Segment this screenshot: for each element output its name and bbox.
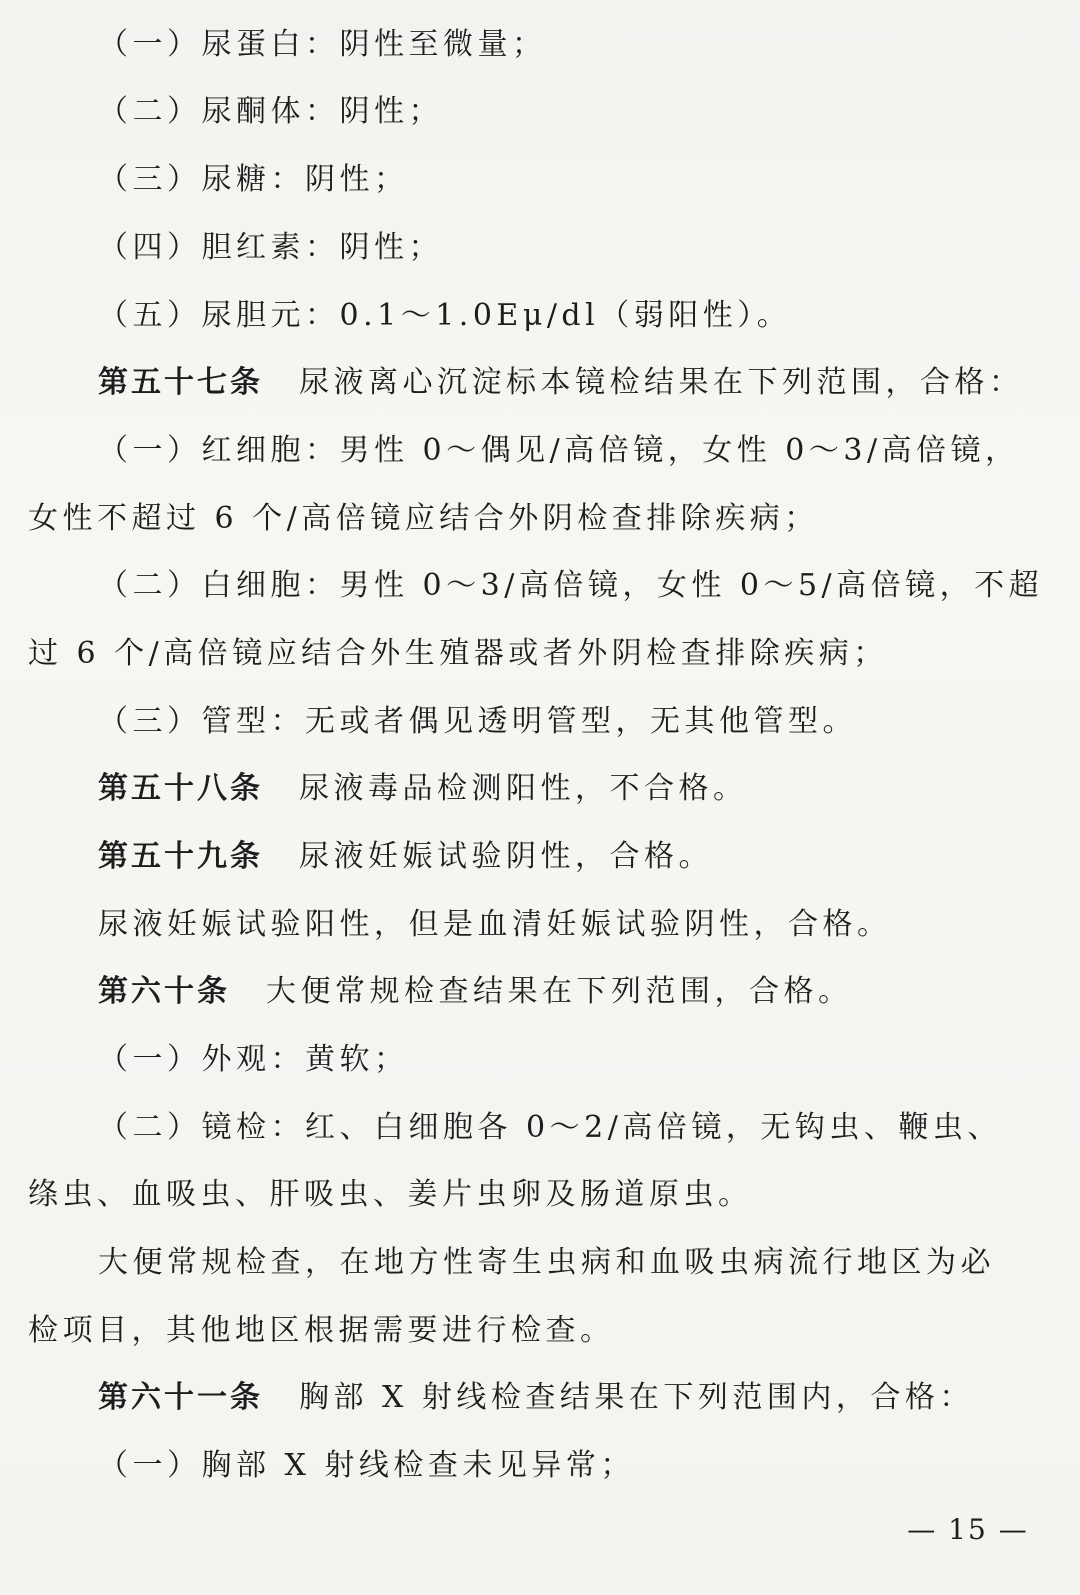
article-60: 第六十条 大便常规检查结果在下列范围，合格。 (98, 974, 853, 1009)
article-heading: 第六十一条 (98, 1380, 263, 1415)
article-58: 第五十八条 尿液毒品检测阳性，不合格。 (98, 771, 748, 806)
text-line: （二）白细胞：男性 0～3/高倍镜，女性 0～5/高倍镜，不超 (98, 568, 1044, 603)
text-line: 女性不超过 6 个/高倍镜应结合外阴检查排除疾病； (28, 501, 819, 536)
text-line: （三）管型：无或者偶见透明管型，无其他管型。 (98, 704, 857, 739)
article-heading: 第六十条 (98, 974, 230, 1009)
text-line: （二）镜检：红、白细胞各 0～2/高倍镜，无钩虫、鞭虫、 (98, 1110, 1002, 1145)
text-line: （四）胆红素：阴性； (98, 230, 443, 265)
article-heading: 第五十七条 (98, 365, 263, 400)
text-line: （一）红细胞：男性 0～偶见/高倍镜，女性 0～3/高倍镜， (98, 433, 1020, 468)
page-number: — 15 — (907, 1513, 1029, 1546)
article-59: 第五十九条 尿液妊娠试验阴性，合格。 (98, 839, 713, 874)
text-line: （五）尿胆元：0.1～1.0Eμ/dl（弱阳性）。 (98, 298, 792, 333)
text-line: 大便常规检查，在地方性寄生虫病和血吸虫病流行地区为必 (98, 1245, 995, 1280)
text-line: （三）尿糖：阴性； (98, 162, 409, 197)
text-line: （一）尿蛋白：阴性至微量； (98, 27, 547, 62)
article-heading: 第五十八条 (98, 771, 263, 806)
text-line: （一）外观：黄软； (98, 1042, 409, 1077)
text-line: 绦虫、血吸虫、肝吸虫、姜片虫卵及肠道原虫。 (28, 1177, 753, 1212)
article-61: 第六十一条 胸部 X 射线检查结果在下列范围内，合格： (98, 1380, 974, 1415)
text-line: 过 6 个/高倍镜应结合外生殖器或者外阴检查排除疾病； (28, 636, 888, 671)
text-line: （一）胸部 X 射线检查未见异常； (98, 1448, 635, 1483)
article-heading: 第五十九条 (98, 839, 263, 874)
text-line: （二）尿酮体：阴性； (98, 94, 443, 129)
text-line: 尿液妊娠试验阳性，但是血清妊娠试验阴性，合格。 (98, 907, 892, 942)
article-57: 第五十七条 尿液离心沉淀标本镜检结果在下列范围，合格： (98, 365, 1024, 400)
text-line: 检项目，其他地区根据需要进行检查。 (28, 1313, 615, 1348)
